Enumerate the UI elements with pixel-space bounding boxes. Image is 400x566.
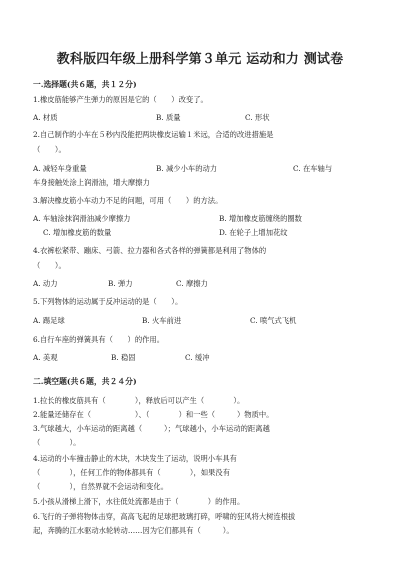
section-header-fill: 二.填空题(共６题，共２４分) <box>33 377 137 386</box>
fill-question-4-line3: （ ），自然界就不会运动和变化。 <box>33 482 168 491</box>
question-5-option-a: A. 踢足球 <box>33 316 65 325</box>
question-6-option-b: B. 稳固 <box>111 353 136 362</box>
fill-question-4-line1: 4.运动的小车撞击静止的木块，木块发生了运动，说明小车具有 <box>33 454 237 463</box>
fill-question-5: 5.小孩从滑梯上滑下，水往低处流都是由于（ ）的作用。 <box>33 497 245 506</box>
question-2-option-a: A. 减轻车身重量 <box>33 164 87 173</box>
fill-question-6-line2: 起，奔腾的江水驱动水轮转动……因为它们都具有（ ）。 <box>33 526 234 535</box>
question-3-option-c: C. 增加橡皮筋的数量 <box>43 228 112 237</box>
fill-question-6-line1: 6.飞行的子弹将物体击穿，高高飞起的足球把玻璃打碎，呼啸的狂风将大树连根拔 <box>33 512 296 521</box>
question-4-option-a: A. 动力 <box>33 279 58 288</box>
question-5-stem: 5.下列物体的运动属于反冲运动的是（ ）。 <box>33 297 183 306</box>
question-1-stem: 1.橡皮筋能够产生弹力的原因是它的（ ）改变了。 <box>33 95 208 104</box>
question-4-stem-line2: （ ）。 <box>33 261 66 270</box>
question-1-option-c: C. 形状 <box>245 113 270 122</box>
question-5-option-b: B. 火车前进 <box>142 316 182 325</box>
question-2-option-b: B. 减少小车的动力 <box>156 164 218 173</box>
fill-question-2: 2.能量还储存在（ ）、（ ）和一些（ ）物质中。 <box>33 410 274 419</box>
fill-question-3-line2: （ ）。 <box>33 438 81 447</box>
question-6-option-a: A. 美观 <box>33 353 58 362</box>
question-6-stem: 6.自行车座的弹簧具有（ ）的作用。 <box>33 335 165 344</box>
question-6-option-c: C. 缓冲 <box>185 353 210 362</box>
question-3-stem: 3.解决橡皮筋小车动力不足的问题，可用（ ）的方法。 <box>33 196 223 205</box>
fill-question-3-line1: 3.气球越大，小车运动的距离越（ ）；气球越小，小车运动的距离越 <box>33 424 270 433</box>
fill-question-4-line2: （ ），任何工作的物体都具有（ ），如果没有 <box>33 468 231 477</box>
worksheet-title: 教科版四年级上册科学第３单元 运动和力 测试卷 <box>56 52 344 67</box>
question-4-option-b: B. 弹力 <box>108 279 133 288</box>
question-3-option-a: A. 车轴涂抹润滑油减少摩擦力 <box>33 214 131 223</box>
question-2-option-c: C. 在车轴与 <box>293 164 333 173</box>
question-3-option-d: D. 在轮子上增加花纹 <box>219 228 288 237</box>
question-4-stem-line1: 4.衣裤松紧带、蹦床、弓箭、拉力器和各式各样的弹簧都是利用了物体的 <box>33 246 267 255</box>
question-2-option-continuation: 车身接触处涂上润滑油，增大摩擦力 <box>33 178 150 187</box>
section-header-choice: 一.选择题(共６题，共１２分) <box>33 80 137 89</box>
question-3-option-b: B. 增加橡皮筋缠绕的圈数 <box>219 214 302 223</box>
question-2-stem-line1: 2.自己制作的小车在５秒内没能把两块橡皮运输１米远，合适的改进措施是 <box>33 130 274 139</box>
question-1-option-a: A. 材质 <box>33 113 58 122</box>
question-4-option-c: C. 摩擦力 <box>176 279 208 288</box>
question-5-option-c: C. 喷气式飞机 <box>250 316 297 325</box>
question-1-option-b: B. 质量 <box>156 113 181 122</box>
fill-question-1: 1.拉长的橡皮筋具有（ ），释放后可以产生（ ）。 <box>33 396 245 405</box>
question-2-stem-line2: （ ）。 <box>33 145 66 154</box>
